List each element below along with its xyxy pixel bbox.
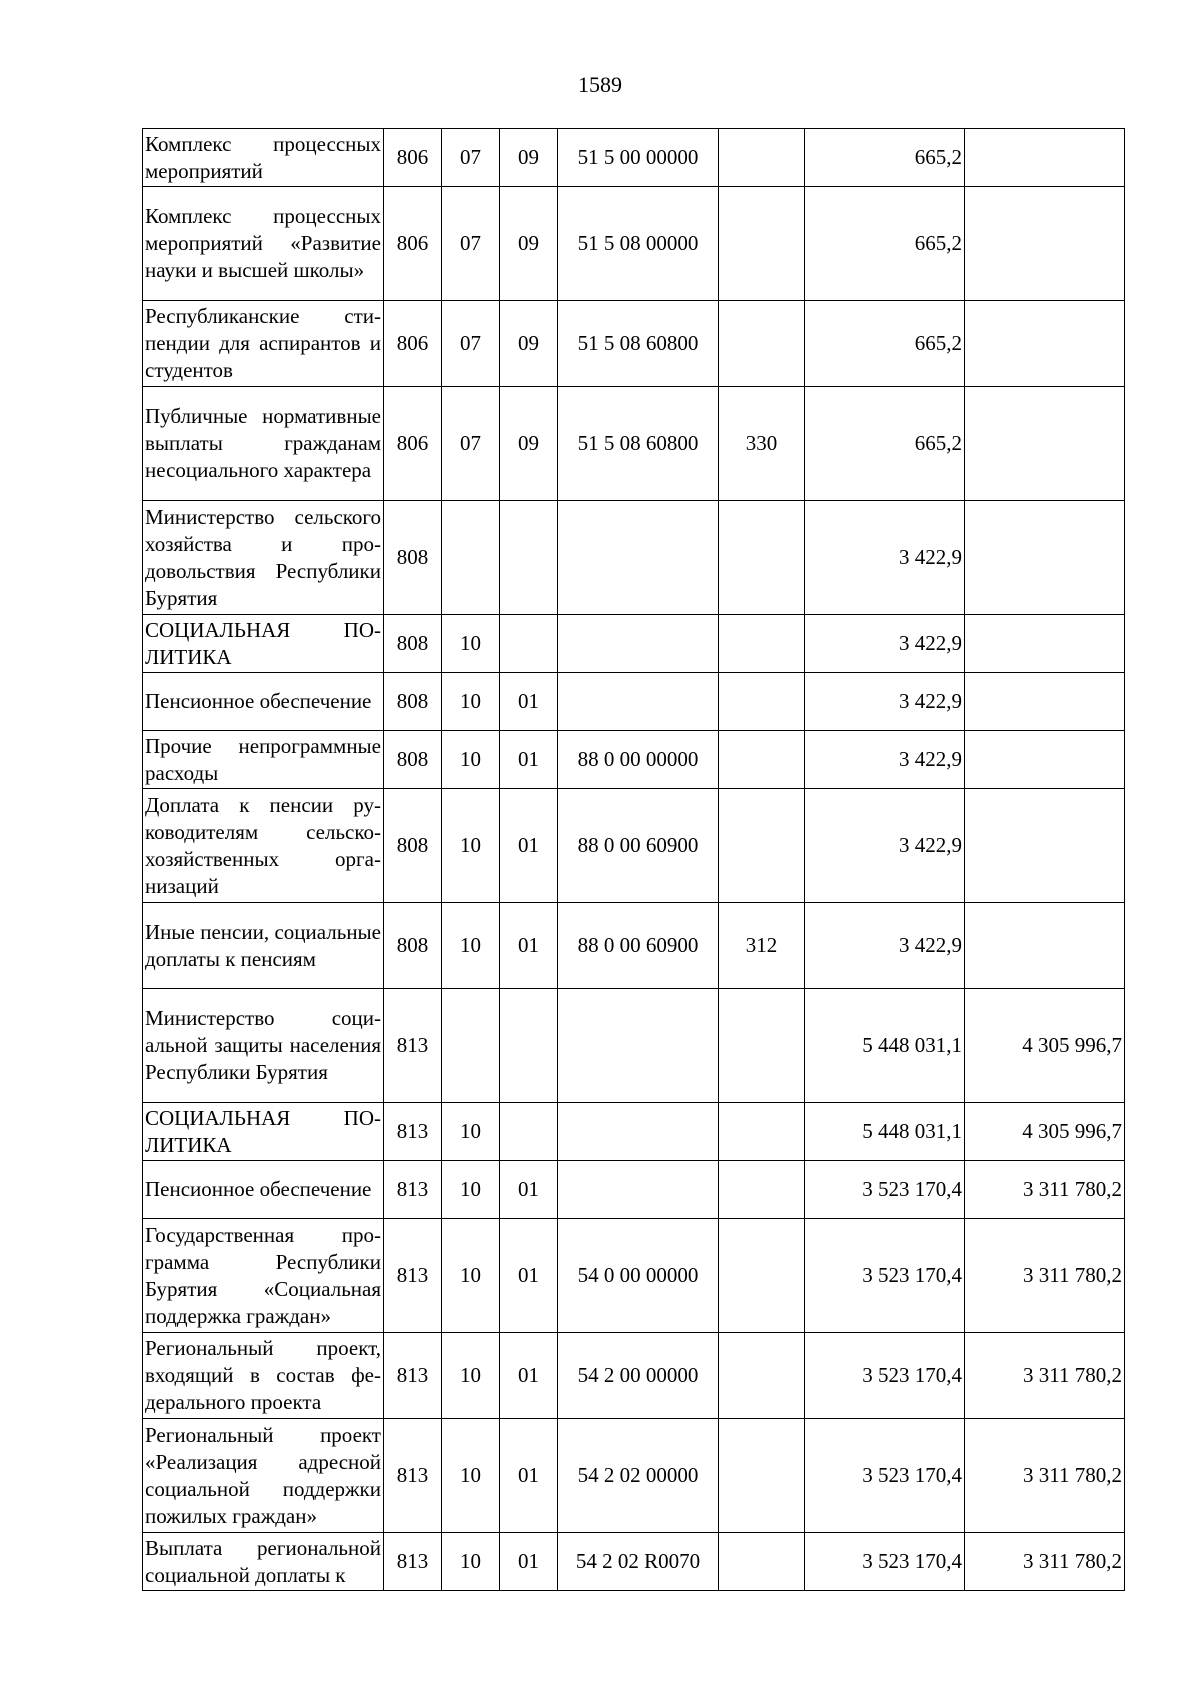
row-expense-type [719, 1533, 805, 1591]
row-target-article: 51 5 08 60800 [558, 301, 719, 387]
row-section: 10 [442, 615, 500, 673]
row-sum-1: 3 422,9 [805, 615, 965, 673]
row-section [442, 501, 500, 615]
row-section: 10 [442, 903, 500, 989]
row-target-article: 54 2 02 00000 [558, 1419, 719, 1533]
table-row [143, 989, 1125, 1103]
row-name: Региональный проект, входящий в состав федерального проекта [143, 1333, 384, 1419]
table-row [143, 387, 1125, 501]
row-subsection [500, 501, 558, 615]
row-sum-2 [965, 903, 1125, 989]
row-subsection: 09 [500, 301, 558, 387]
row-sum-1: 665,2 [805, 387, 965, 501]
row-sum-2: 4 305 996,7 [965, 1103, 1125, 1161]
row-target-article: 54 0 00 00000 [558, 1219, 719, 1333]
row-sum-2 [965, 129, 1125, 187]
row-section: 10 [442, 731, 500, 789]
row-sum-2: 4 305 996,7 [965, 989, 1125, 1103]
row-subsection: 01 [500, 1419, 558, 1533]
row-target-article: 88 0 00 60900 [558, 903, 719, 989]
row-sum-1: 665,2 [805, 187, 965, 301]
row-grbs: 813 [384, 1533, 442, 1591]
row-subsection: 01 [500, 1219, 558, 1333]
row-grbs: 813 [384, 1219, 442, 1333]
row-name: СОЦИАЛЬНАЯ ПОЛИТИКА [143, 615, 384, 673]
row-target-article [558, 989, 719, 1103]
row-sum-1: 3 523 170,4 [805, 1533, 965, 1591]
row-section: 10 [442, 1219, 500, 1333]
row-subsection: 01 [500, 789, 558, 903]
row-name: Прочие непрограммные расходы [143, 731, 384, 789]
row-sum-2 [965, 187, 1125, 301]
row-grbs: 813 [384, 1161, 442, 1219]
row-sum-2: 3 311 780,2 [965, 1219, 1125, 1333]
row-sum-1: 3 422,9 [805, 903, 965, 989]
row-section: 10 [442, 1533, 500, 1591]
row-target-article: 88 0 00 00000 [558, 731, 719, 789]
row-subsection: 01 [500, 731, 558, 789]
row-name: Министерство сельского хозяйства и продовольствия Республики Бурятия [143, 501, 384, 615]
row-expense-type [719, 501, 805, 615]
table-row [143, 1219, 1125, 1333]
row-expense-type [719, 731, 805, 789]
row-sum-1: 3 422,9 [805, 673, 965, 731]
row-grbs: 808 [384, 615, 442, 673]
row-expense-type [719, 673, 805, 731]
row-grbs: 806 [384, 301, 442, 387]
row-section: 07 [442, 129, 500, 187]
row-target-article: 51 5 08 60800 [558, 387, 719, 501]
row-sum-2: 3 311 780,2 [965, 1333, 1125, 1419]
row-grbs: 813 [384, 989, 442, 1103]
row-sum-2 [965, 673, 1125, 731]
row-name: Региональный проект «Реализация адресной социальной поддержки пожилых граждан» [143, 1419, 384, 1533]
row-name: Комплекс процессных мероприятий [143, 129, 384, 187]
row-grbs: 808 [384, 731, 442, 789]
row-expense-type: 312 [719, 903, 805, 989]
row-sum-1: 665,2 [805, 301, 965, 387]
row-sum-2 [965, 615, 1125, 673]
row-sum-2: 3 311 780,2 [965, 1161, 1125, 1219]
row-expense-type: 330 [719, 387, 805, 501]
page-number: 1589 [578, 72, 622, 97]
row-sum-1: 3 523 170,4 [805, 1333, 965, 1419]
row-sum-1: 3 422,9 [805, 731, 965, 789]
row-target-article [558, 673, 719, 731]
table-row [143, 789, 1125, 903]
row-grbs: 808 [384, 673, 442, 731]
row-expense-type [719, 1161, 805, 1219]
row-expense-type [719, 301, 805, 387]
row-expense-type [719, 789, 805, 903]
row-sum-1: 3 523 170,4 [805, 1161, 965, 1219]
row-sum-1: 3 523 170,4 [805, 1219, 965, 1333]
row-sum-1: 5 448 031,1 [805, 1103, 965, 1161]
row-subsection: 09 [500, 387, 558, 501]
row-subsection: 01 [500, 1333, 558, 1419]
row-target-article: 51 5 00 00000 [558, 129, 719, 187]
row-target-article [558, 1161, 719, 1219]
row-name: Иные пенсии, социальные доплаты к пенсиям [143, 903, 384, 989]
budget-table [142, 128, 1125, 1591]
table-row [143, 301, 1125, 387]
row-sum-2 [965, 789, 1125, 903]
table-row [143, 501, 1125, 615]
table-row [143, 129, 1125, 187]
row-name: Доплата к пенсии руководителям сельскохозяйственных организаций [143, 789, 384, 903]
row-name: Министерство социальной защиты населения Республики Бурятия [143, 989, 384, 1103]
row-target-article: 54 2 02 R0070 [558, 1533, 719, 1591]
row-expense-type [719, 1419, 805, 1533]
row-name: Республиканские стипендии для аспирантов и студентов [143, 301, 384, 387]
row-sum-1: 5 448 031,1 [805, 989, 965, 1103]
row-target-article: 51 5 08 00000 [558, 187, 719, 301]
table-row [143, 731, 1125, 789]
row-grbs: 813 [384, 1419, 442, 1533]
row-sum-2 [965, 731, 1125, 789]
row-grbs: 808 [384, 903, 442, 989]
row-sum-2 [965, 301, 1125, 387]
row-section: 10 [442, 1103, 500, 1161]
row-expense-type [719, 1103, 805, 1161]
row-sum-1: 3 422,9 [805, 501, 965, 615]
row-sum-2 [965, 501, 1125, 615]
row-name: Пенсионное обеспечение [143, 673, 384, 731]
row-grbs: 806 [384, 387, 442, 501]
row-sum-2: 3 311 780,2 [965, 1533, 1125, 1591]
row-expense-type [719, 1219, 805, 1333]
table-row [143, 673, 1125, 731]
table-row [143, 1533, 1125, 1591]
row-expense-type [719, 187, 805, 301]
row-target-article [558, 615, 719, 673]
table-row [143, 1419, 1125, 1533]
row-expense-type [719, 989, 805, 1103]
row-grbs: 806 [384, 129, 442, 187]
row-name: СОЦИАЛЬНАЯ ПОЛИТИКА [143, 1103, 384, 1161]
row-subsection: 09 [500, 187, 558, 301]
table-row [143, 903, 1125, 989]
row-grbs: 806 [384, 187, 442, 301]
row-name: Публичные нормативные выплаты гражданам несоциального характера [143, 387, 384, 501]
table-row [143, 1333, 1125, 1419]
row-subsection [500, 989, 558, 1103]
row-subsection: 01 [500, 1161, 558, 1219]
row-target-article [558, 501, 719, 615]
row-expense-type [719, 1333, 805, 1419]
row-grbs: 808 [384, 501, 442, 615]
table-row [143, 187, 1125, 301]
row-target-article: 54 2 00 00000 [558, 1333, 719, 1419]
row-subsection [500, 1103, 558, 1161]
row-sum-2: 3 311 780,2 [965, 1419, 1125, 1533]
row-name: Пенсионное обеспечение [143, 1161, 384, 1219]
table-row [143, 1103, 1125, 1161]
row-grbs: 813 [384, 1333, 442, 1419]
row-section: 07 [442, 301, 500, 387]
row-subsection: 01 [500, 673, 558, 731]
row-subsection: 09 [500, 129, 558, 187]
row-section: 10 [442, 673, 500, 731]
row-name: Комплекс процессных мероприятий «Развитие науки и высшей школы» [143, 187, 384, 301]
row-name: Государственная программа Республики Бурятия «Социальная поддержка граждан» [143, 1219, 384, 1333]
row-section: 10 [442, 1161, 500, 1219]
row-section: 07 [442, 187, 500, 301]
row-subsection [500, 615, 558, 673]
row-expense-type [719, 615, 805, 673]
row-subsection: 01 [500, 903, 558, 989]
row-section: 10 [442, 1419, 500, 1533]
table-row [143, 1161, 1125, 1219]
row-grbs: 813 [384, 1103, 442, 1161]
table-row [143, 615, 1125, 673]
row-section: 10 [442, 789, 500, 903]
row-expense-type [719, 129, 805, 187]
row-sum-2 [965, 387, 1125, 501]
row-grbs: 808 [384, 789, 442, 903]
row-subsection: 01 [500, 1533, 558, 1591]
row-section: 07 [442, 387, 500, 501]
row-sum-1: 3 523 170,4 [805, 1419, 965, 1533]
row-sum-1: 665,2 [805, 129, 965, 187]
row-name: Выплата региональной социальной доплаты к [143, 1533, 384, 1591]
row-section [442, 989, 500, 1103]
row-target-article: 88 0 00 60900 [558, 789, 719, 903]
row-sum-1: 3 422,9 [805, 789, 965, 903]
row-target-article [558, 1103, 719, 1161]
row-section: 10 [442, 1333, 500, 1419]
